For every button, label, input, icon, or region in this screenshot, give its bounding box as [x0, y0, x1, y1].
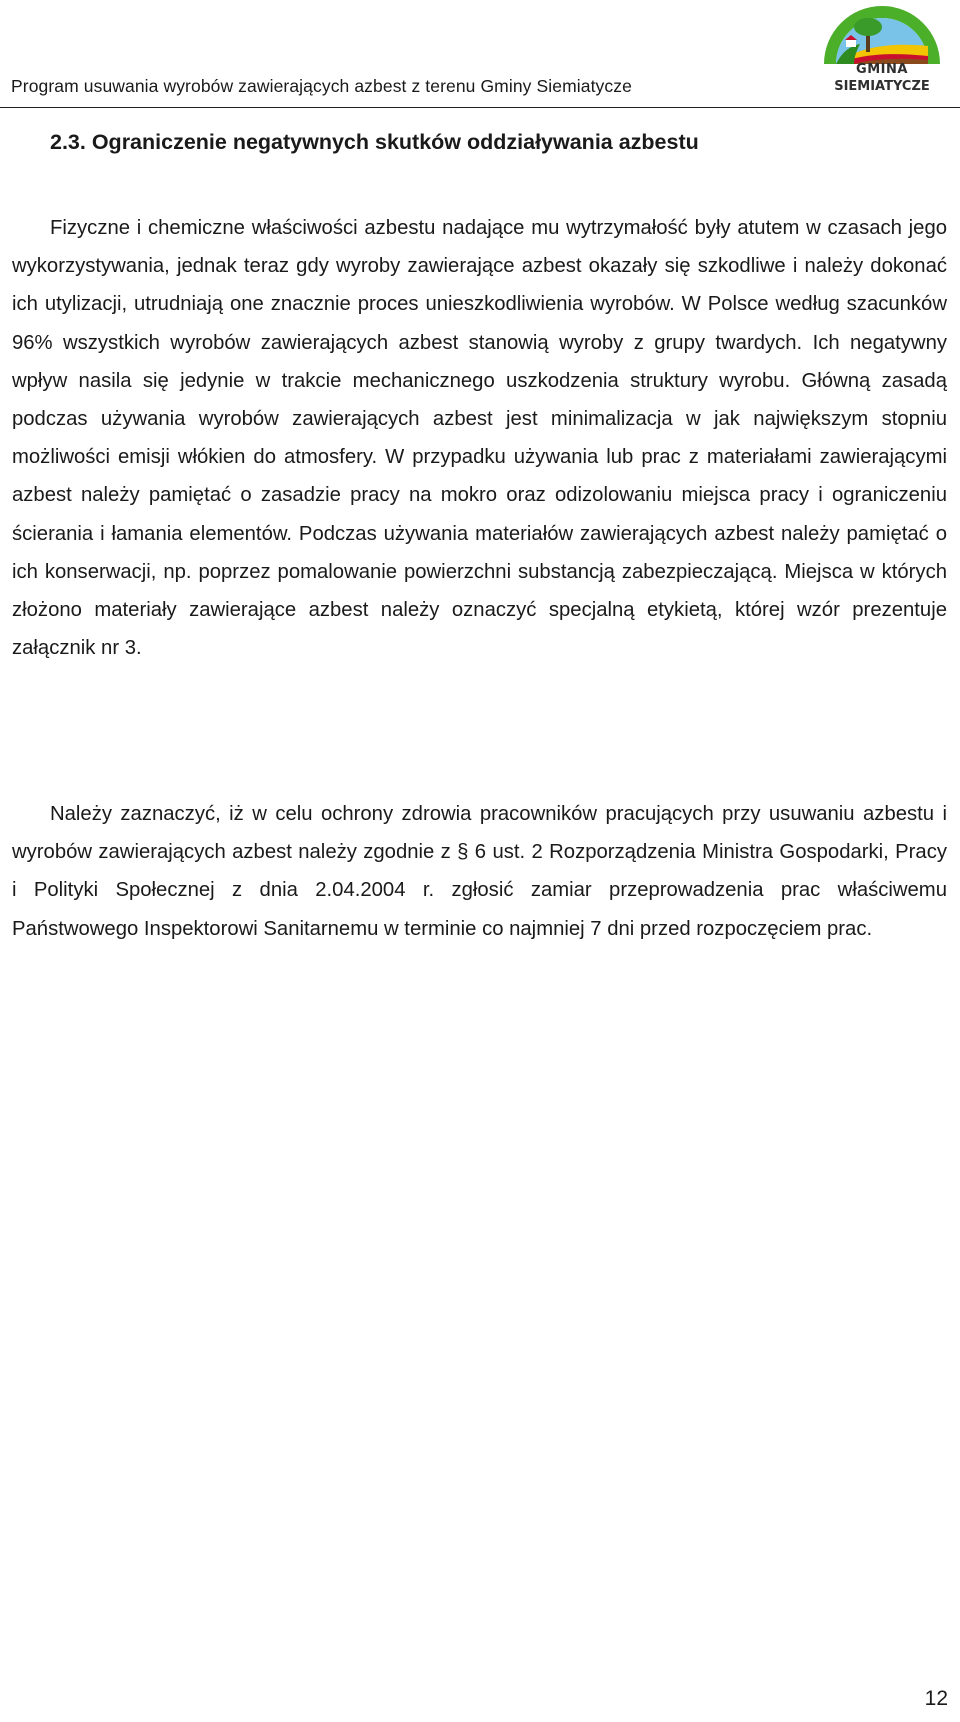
logo-text-line2: SIEMIATYCZE	[834, 79, 930, 94]
paragraph: Fizyczne i chemiczne właściwości azbestu nadające mu wytrzymałość były atutem w czasach jego wykorzystywania, jednak teraz gdy wyroby zawierające azbest okazały się szkodliwe i należy dokonać ich utylizacji, utrudniają one znacznie proces unieszkodliwienia wyrobów. W Polsce według szacunków 96% wszystkich wyrobów zawierających azbest stanowią wyroby z grupy twardych. Ich negatywny wpływ nasila się jedynie w trakcie mechanicznego uszkodzenia struktury wyrobu. Główną zasadą podczas używania wyrobów zawierających azbest jest minimalizacja w jak największym stopniu możliwości emisji włókien do atmosfery. W przypadku używania lub prac z materiałami zawierającymi azbest należy pamiętać o zasadzie pracy na mokro oraz odizolowaniu miejsca pracy i ograniczeniu ścierania i łamania elementów. Podczas używania materiałów zawierających azbest należy pamiętać o ich konserwacji, np. poprzez pomalowanie powierzchni substancją zabezpieczającą. Miejsca w których złożono materiały zawierające azbest należy oznaczyć specjalną etykietą, której wzór prezentuje załącznik nr 3.	[12, 217, 947, 660]
logo-text-line1: GMINA	[856, 62, 908, 77]
page-number: 12	[924, 1687, 948, 1710]
page-header	[0, 0, 960, 112]
section-heading: 2.3. Ograniczenie negatywnych skutków oddziaływania azbestu	[50, 130, 699, 154]
header-divider	[0, 107, 960, 108]
gmina-siemiatycze-logo	[816, 2, 948, 102]
header-title: Program usuwania wyrobów zawierających azbest z terenu Gminy Siemiatycze	[11, 76, 632, 96]
paragraph: Należy zaznaczyć, iż w celu ochrony zdrowia pracowników pracujących przy usuwaniu azbestu i wyrobów zawierających azbest należy zgodnie z § 6 ust. 2 Rozporządzenia Ministra Gospodarki, Pracy i Polityki Społecznej z dnia 2.04.2004 r. zgłosić zamiar przeprowadzenia prac właściwemu Państwowego Inspektorowi Sanitarnemu w terminie co najmniej 7 dni przed rozpoczęciem prac.	[12, 803, 947, 940]
